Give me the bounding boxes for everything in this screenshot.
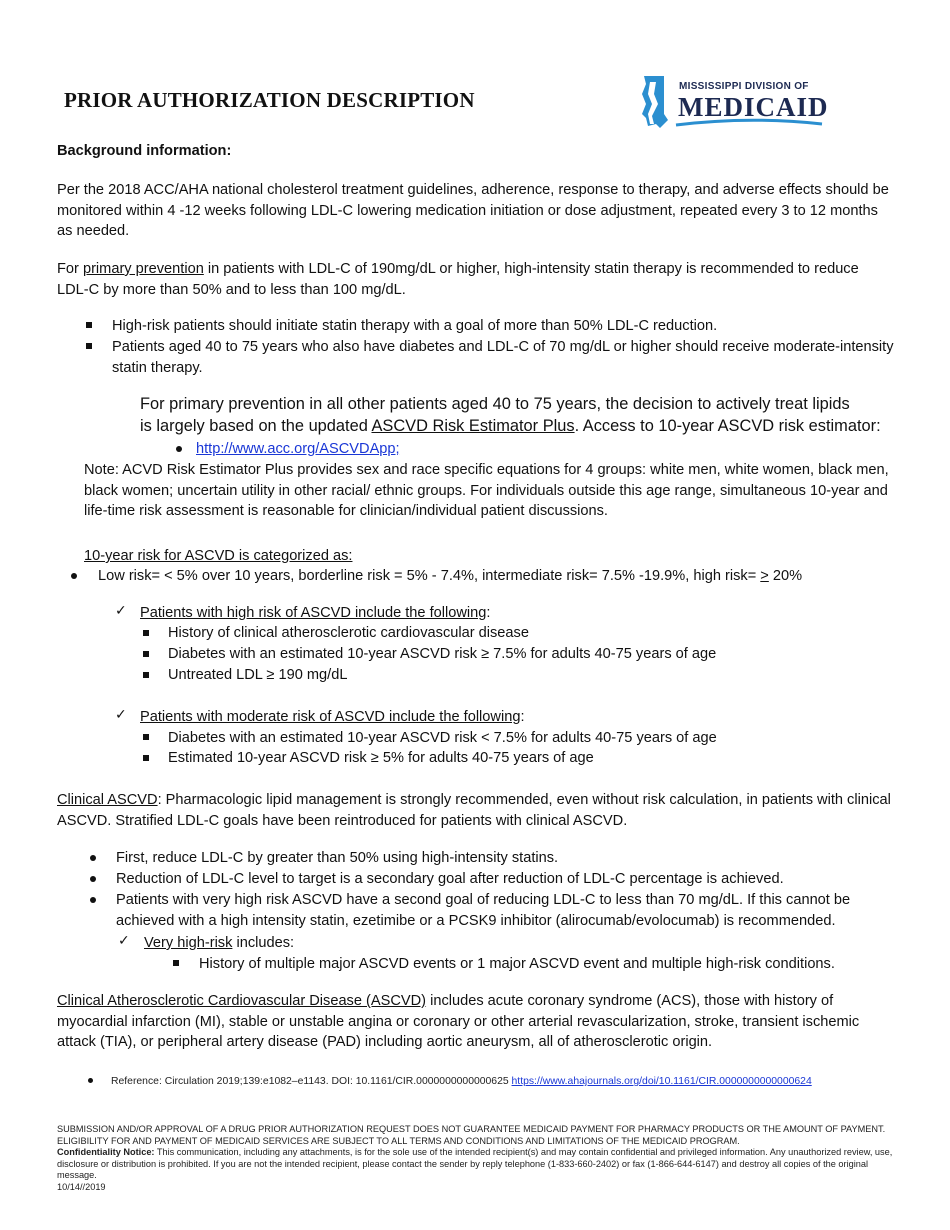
risk-categories xyxy=(98,566,802,587)
bullet-square-icon xyxy=(143,734,149,740)
estimator-line-1: For primary prevention in all other patients aged 40 to 75 years, the decision to actively treat lipids xyxy=(140,395,850,413)
very-high-risk-label xyxy=(144,933,294,954)
bullet-square-icon xyxy=(86,343,92,349)
checkmark-icon: ✓ xyxy=(115,707,127,723)
bullet-dot-icon xyxy=(90,876,96,882)
high-risk-item: History of clinical atherosclerotic cardiovascular disease xyxy=(168,625,529,641)
bullet-square-icon xyxy=(143,630,149,636)
background-paragraph-1: Per the 2018 ACC/AHA national cholesterol treatment guidelines, adherence, response to therapy, and adverse effects should be monitored within 4 -12 weeks following LDL-C lowering medication initiation or dose adjustment, repeated every 3 to 12 months as needed. xyxy=(57,182,889,239)
logo-swoosh-icon xyxy=(674,118,824,128)
bullet-square-icon xyxy=(143,672,149,678)
acc-ascvd-app-link[interactable]: http://www.acc.org/ASCVDApp; xyxy=(196,441,400,457)
high-risk-item: Untreated LDL ≥ 190 mg/dL xyxy=(168,667,348,683)
footer-disclaimer-1: SUBMISSION AND/OR APPROVAL OF A DRUG PRIOR AUTHORIZATION REQUEST DOES NOT GUARANTEE MEDICAID PAYMENT FOR PHARMACY PRODUCTS OR THE AMOUNT OF PAYMENT. xyxy=(57,1124,886,1134)
bullet-item: High-risk patients should initiate statin therapy with a goal of more than 50% LDL-C reduction. xyxy=(112,318,718,334)
clinical-bullet: First, reduce LDL-C by greater than 50% using high-intensity statins. xyxy=(116,850,559,866)
clinical-bullet: Patients with very high risk ASCVD have a second goal of reducing LDL-C to less than 70 mg/dL. If this cannot be achieved with a high intensity statin, ezetimibe or a PCSK9 inhibitor (alirocumab/evolocumab) is recommended. xyxy=(116,892,851,929)
bullet-dot-icon xyxy=(90,855,96,861)
checkmark-icon: ✓ xyxy=(115,603,127,619)
ascvd-definition xyxy=(57,991,897,1053)
high-risk-label: Patients with high risk of ASCVD include the following: xyxy=(140,605,491,621)
background-heading: Background information: xyxy=(57,143,232,159)
estimator-note: Note: ACVD Risk Estimator Plus provides sex and race specific equations for 4 groups: white men, white women, black men, black women; uncertain utility in other racial/ ethnic groups. For individuals outside this age range, simultaneous 10-year and life-time risk assessment is reasonable for clinician/individual patient discussions. xyxy=(84,462,889,519)
medicaid-logo xyxy=(638,74,828,132)
reference-line xyxy=(111,1075,812,1088)
ascvd-definition-text: includes acute coronary syndrome (ACS), those with history of myocardial infarction (MI), stable or unstable angina or coronary or other arterial revascularization, stroke, transient ischemic attack (TIA), or peripheral artery disease (PAD) including aortic aneurysm, all of atherosclerotic origin. xyxy=(57,993,860,1050)
p2-post: in patients with LDL-C of 190mg/dL or higher, high-intensity statin therapy is recommended to reduce LDL-C by more than 50% and to less than 100 mg/dL. xyxy=(57,261,859,298)
very-high-risk-item: History of multiple major ASCVD events or 1 major ASCVD event and multiple high-risk conditions. xyxy=(199,956,835,972)
bullet-square-icon xyxy=(173,960,179,966)
risk-heading: 10-year risk for ASCVD is categorized as: xyxy=(84,548,353,564)
confidentiality-text: This communication, including any attachments, is for the sole use of the intended recipient(s) and may contain confidential and privileged information. Any unauthorized review, use, disclosure or distribution is prohibited. If you are not the intended recipient, please contact the sender by reply telephone (1-833-660-2402) or fax (1-866-644-6147) and destroy all copies of the original message. xyxy=(57,1147,893,1181)
clinical-ascvd-paragraph xyxy=(57,790,897,831)
footer-date: 10/14//2019 xyxy=(57,1181,106,1192)
clinical-bullet: Reduction of LDL-C level to target is a secondary goal after reduction of LDL-C percentage is achieved. xyxy=(116,871,784,887)
reference-text: Reference: Circulation 2019;139:e1082–e1143. DOI: 10.1161/CIR.0000000000000625 xyxy=(111,1076,512,1087)
bullet-dot-icon xyxy=(88,1078,93,1083)
moderate-risk-item: Estimated 10-year ASCVD risk ≥ 5% for adults 40-75 years of age xyxy=(168,750,594,766)
estimator-line-2-pre: is largely based on the updated xyxy=(140,417,372,435)
risk-categories-pre: Low risk= < 5% over 10 years, borderline risk = 5% - 7.4%, intermediate risk= 7.5% -19.9%, high risk= xyxy=(98,568,761,584)
logo-big-text: MEDICAID xyxy=(678,92,829,122)
bullet-dot-icon xyxy=(176,446,182,452)
clinical-ascvd-text: : Pharmacologic lipid management is strongly recommended, even without risk calculation, in patients with clinical ASCVD. Stratified LDL-C goals have been reintroduced for patients with clinical ASCVD. xyxy=(57,792,891,829)
very-high-risk-post: includes: xyxy=(232,935,295,951)
bullet-dot-icon xyxy=(71,573,77,579)
bullet-square-icon xyxy=(143,755,149,761)
confidentiality-notice xyxy=(57,1147,902,1182)
estimator-line-2-post: . Access to 10-year ASCVD risk estimator: xyxy=(574,417,881,435)
bullet-square-icon xyxy=(86,322,92,328)
moderate-risk-label-text: Patients with moderate risk of ASCVD include the following xyxy=(140,709,521,725)
confidentiality-label: Confidentiality Notice: xyxy=(57,1147,155,1158)
clinical-ascvd-term: Clinical ASCVD xyxy=(57,792,158,808)
page-title: PRIOR AUTHORIZATION DESCRIPTION xyxy=(64,88,475,112)
logo-small-text: MISSISSIPPI DIVISION OF xyxy=(679,81,809,92)
footer-disclaimer-2: ELIGIBILITY FOR AND PAYMENT OF MEDICAID SERVICES ARE SUBJECT TO ALL TERMS AND CONDITIONS AND LIMITATIONS OF THE MEDICAID PROGRAM. xyxy=(57,1135,740,1146)
moderate-risk-item: Diabetes with an estimated 10-year ASCVD risk < 7.5% for adults 40-75 years of age xyxy=(168,730,717,746)
high-risk-item: Diabetes with an estimated 10-year ASCVD risk ≥ 7.5% for adults 40-75 years of age xyxy=(168,646,717,662)
estimator-line-2 xyxy=(140,415,881,437)
bullet-dot-icon xyxy=(90,897,96,903)
aha-journals-link[interactable]: https://www.ahajournals.org/doi/10.1161/CIR.0000000000000624 xyxy=(511,1076,812,1087)
ascvd-definition-term: Clinical Atherosclerotic Cardiovascular Disease (ASCVD) xyxy=(57,993,427,1009)
greater-equal-symbol: > xyxy=(760,568,769,584)
mississippi-state-icon xyxy=(638,74,672,130)
very-high-risk-term: Very high-risk xyxy=(144,935,233,951)
high-risk-label-text: Patients with high risk of ASCVD include the following xyxy=(140,605,487,621)
bullet-item: Patients aged 40 to 75 years who also have diabetes and LDL-C of 70 mg/dL or higher should receive moderate-intensity statin therapy. xyxy=(112,339,894,376)
risk-estimator-term: ASCVD Risk Estimator Plus xyxy=(371,417,575,435)
moderate-risk-label: Patients with moderate risk of ASCVD include the following: xyxy=(140,709,525,725)
risk-categories-post: 20% xyxy=(768,568,803,584)
bullet-square-icon xyxy=(143,651,149,657)
p2-pre: For xyxy=(57,261,83,277)
primary-prevention-term: primary prevention xyxy=(82,261,204,277)
footer xyxy=(57,1124,902,1194)
checkmark-icon: ✓ xyxy=(118,933,130,949)
background-paragraph-2 xyxy=(57,259,892,300)
